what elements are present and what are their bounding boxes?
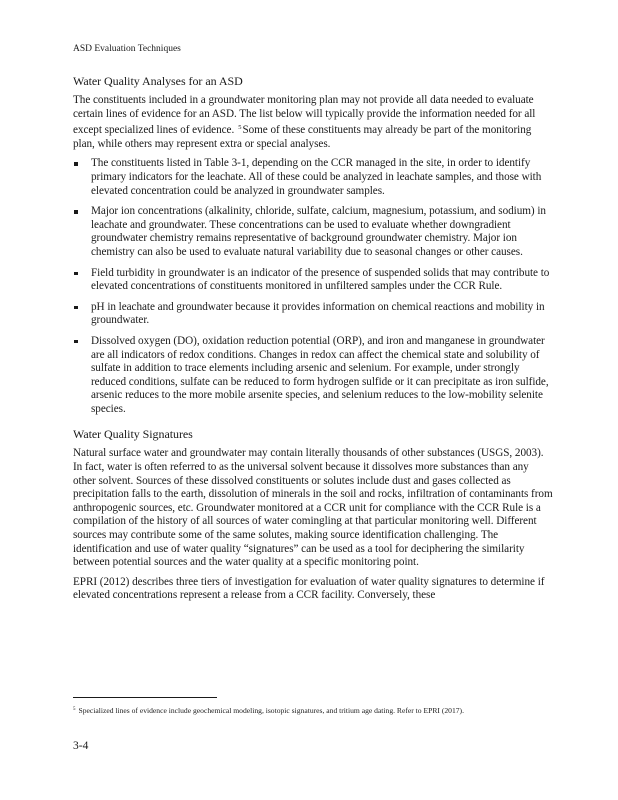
square-bullet-icon <box>74 340 78 344</box>
list-item <box>73 301 553 328</box>
body-paragraph: EPRI (2012) describes three tiers of investigation for evaluation of water quality signatures to determine if elevated concentrations represent a release from a CCR facility. Conversely, these <box>73 575 545 602</box>
section-heading-water-quality-signatures: Water Quality Signatures <box>73 427 193 442</box>
list-item <box>73 157 553 198</box>
list-item <box>73 267 553 294</box>
square-bullet-icon <box>74 162 78 166</box>
list-item-text: pH in leachate and groundwater because it provides information on chemical reactions and mobility in groundwater. <box>91 300 545 327</box>
running-header: ASD Evaluation Techniques <box>73 44 181 54</box>
footnote <box>73 704 551 716</box>
section-heading-water-quality-analyses: Water Quality Analyses for an ASD <box>73 74 243 88</box>
page-body <box>73 74 553 609</box>
intro-text-after-footnote: Some of these constituents may already be part of the monitoring plan, while others may represent extra or special analyses. <box>73 124 532 150</box>
list-item <box>73 205 553 259</box>
intro-paragraph <box>73 94 553 151</box>
footnote-reference[interactable]: 5 <box>238 124 242 132</box>
list-item <box>73 335 553 417</box>
list-item-text: Dissolved oxygen (DO), oxidation reduction potential (ORP), and iron and manganese in groundwater are all indicators of redox conditions. Changes in redox can affect the chemical state and solubility of sulfate in addition to trace elements including arsenic and selenium. For example, under strongly reduced conditions, sulfate can be reduced to form hydrogen sulfide or it can precipitate as iron sulfide, arsenic reduces to the more mobile arsenite species, and selenium reduces to the low-mobility selenite species. <box>91 334 549 415</box>
footnote-separator <box>73 697 217 698</box>
list-item-text: The constituents listed in Table 3-1, depending on the CCR managed in the site, in order to identify primary indicators for the leachate. All of these could be analyzed in leachate samples, and those with elevated concentration could be analyzed in groundwater samples. <box>91 157 542 197</box>
square-bullet-icon <box>74 210 78 214</box>
constituent-list <box>73 157 553 416</box>
list-item-text: Major ion concentrations (alkalinity, chloride, sulfate, calcium, magnesium, potassium, and sodium) in leachate and groundwater. These concentrations can be used to evaluate whether downgradient groundwater chemistry remains representative of background groundwater chemistry. Major ion chemistry can also be used to evaluate natural variability due to seasonal changes or other causes. <box>91 205 546 258</box>
list-item-text: Field turbidity in groundwater is an indicator of the presence of suspended solids that may contribute to elevated concentrations of constituents monitored in unfiltered samples under the CCR Rule. <box>91 266 550 293</box>
page-number: 3-4 <box>73 740 89 752</box>
body-paragraph: Natural surface water and groundwater may contain literally thousands of other substances (USGS, 2003). In fact, water is often referred to as the universal solvent because it dissolves more substances than any other solvent. Sources of these dissolved constituents or solutes include dust and gases collected as precipitation falls to the earth, dissolution of minerals in the soil and rocks, infiltration of contaminants from anthropogenic sources, etc. Groundwater monitored at a CCR unit for compliance with the CCR Rule is a compilation of the history of all sources of water comingling at that particular monitoring well. Different sources may contribute some of the same solutes, making source identification challenging. The identification and use of water quality “signatures” can be used as a tool for deciphering the similarity between potential sources and the water quality at a specific monitoring point. <box>73 447 553 569</box>
footnote-text: Specialized lines of evidence include geochemical modeling, isotopic signatures, and tritium age dating. Refer to EPRI (2017). <box>78 706 464 715</box>
footnote-number: 5 <box>73 707 76 712</box>
square-bullet-icon <box>74 306 78 310</box>
intro-text-before-footnote: The constituents included in a groundwater monitoring plan may not provide all data needed to evaluate certain lines of evidence for an ASD. The list below will typically provide the information needed for all except specialized lines of evidence. <box>73 94 536 137</box>
square-bullet-icon <box>74 272 78 276</box>
